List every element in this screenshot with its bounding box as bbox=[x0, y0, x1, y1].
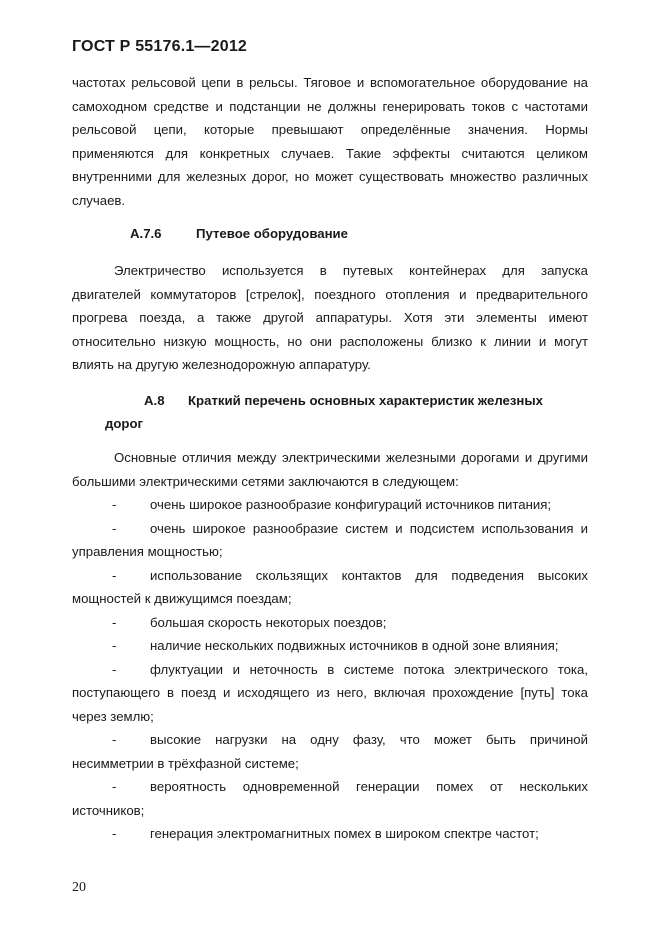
list-item-text: наличие нескольких подвижных источников в одной зоне влияния; bbox=[150, 638, 559, 653]
list-item-text: вероятность одновременной генерации помех от нескольких bbox=[150, 779, 588, 794]
text-line: влиять на другую железнодорожную аппаратуру. bbox=[72, 357, 371, 372]
list-item-text: большая скорость некоторых поездов; bbox=[150, 614, 387, 630]
feature-list bbox=[72, 493, 588, 846]
text-line: внутренними для железных дорог, но может существовать множество различных bbox=[72, 169, 588, 184]
list-marker: - bbox=[112, 732, 117, 747]
page-number: 20 bbox=[72, 880, 86, 895]
text-line: самоходном средстве и подстанции не должны генерировать токов с частотами bbox=[72, 98, 588, 114]
list-item bbox=[72, 822, 588, 846]
text-line: Основные отличия между электрическими железными дорогами и другими bbox=[114, 450, 588, 465]
section-number: А.7.6 bbox=[130, 226, 162, 241]
section-title: Путевое оборудование bbox=[196, 226, 348, 241]
list-item-continuation: через землю; bbox=[72, 708, 154, 724]
list-item bbox=[72, 634, 588, 658]
paragraph-1 bbox=[72, 71, 588, 212]
list-item bbox=[72, 611, 588, 635]
text-line: относительно низкую мощность, но они расположены близко к линии и могут bbox=[72, 333, 588, 349]
paragraph-2 bbox=[72, 259, 588, 377]
list-marker: - bbox=[112, 614, 117, 630]
list-marker: - bbox=[112, 638, 117, 653]
section-title: Краткий перечень основных характеристик железных bbox=[188, 393, 543, 408]
list-marker: - bbox=[112, 826, 117, 841]
list-marker: - bbox=[112, 661, 117, 677]
list-item-continuation: мощностей к движущимся поездам; bbox=[72, 591, 292, 606]
list-item bbox=[72, 658, 588, 682]
list-marker: - bbox=[112, 567, 117, 583]
text-line: двигателей коммутаторов [стрелок], поездного отопления и предварительного bbox=[72, 286, 588, 302]
list-item-text: очень широкое разнообразие систем и подсистем использования и bbox=[150, 520, 588, 536]
list-item-continuation: поступающего в поезд и исходящего из него, включая прохождение [путь] тока bbox=[72, 685, 588, 700]
list-item bbox=[72, 564, 588, 588]
list-item-continuation: управления мощностью; bbox=[72, 544, 223, 559]
list-item-continuation: источников; bbox=[72, 802, 145, 818]
list-marker: - bbox=[112, 520, 117, 536]
document-header: ГОСТ Р 55176.1—2012 bbox=[72, 38, 248, 55]
section-heading-a8 bbox=[144, 389, 543, 413]
list-marker: - bbox=[112, 779, 117, 794]
list-item bbox=[72, 517, 588, 541]
list-item bbox=[72, 728, 588, 752]
list-marker: - bbox=[112, 497, 117, 512]
text-line: частотах рельсовой цепи в рельсы. Тяговое и вспомогательное оборудование на bbox=[72, 75, 588, 90]
text-line: Электричество используется в путевых контейнерах для запуска bbox=[114, 263, 588, 278]
list-item bbox=[72, 775, 588, 799]
text-line: применяются для конкретных случаев. Такие эффекты считаются целиком bbox=[72, 145, 588, 161]
text-line: прогрева поезда, а также другой аппаратуры. Хотя эти элементы имеют bbox=[72, 310, 588, 325]
text-line: большими электрическими сетями заключаются в следующем: bbox=[72, 473, 459, 489]
section-title-continuation: дорог bbox=[105, 416, 144, 431]
list-item-continuation: несимметрии в трёхфазной системе; bbox=[72, 755, 299, 771]
paragraph-3 bbox=[72, 446, 588, 846]
section-number: А.8 bbox=[144, 393, 165, 408]
text-line: рельсовой цепи, которые превышают определённые значения. Нормы bbox=[72, 122, 588, 137]
text-line: случаев. bbox=[72, 192, 126, 208]
section-heading-a76 bbox=[130, 226, 348, 241]
list-item-text: очень широкое разнообразие конфигураций источников питания; bbox=[150, 497, 552, 512]
list-item-text: высокие нагрузки на одну фазу, что может быть причиной bbox=[150, 732, 588, 747]
list-item-text: флуктуации и неточность в системе потока электрического тока, bbox=[150, 661, 588, 677]
list-item-text: генерация электромагнитных помех в широком спектре частот; bbox=[150, 826, 539, 841]
list-item-text: использование скользящих контактов для подведения высоких bbox=[150, 567, 588, 583]
list-item bbox=[72, 493, 588, 517]
